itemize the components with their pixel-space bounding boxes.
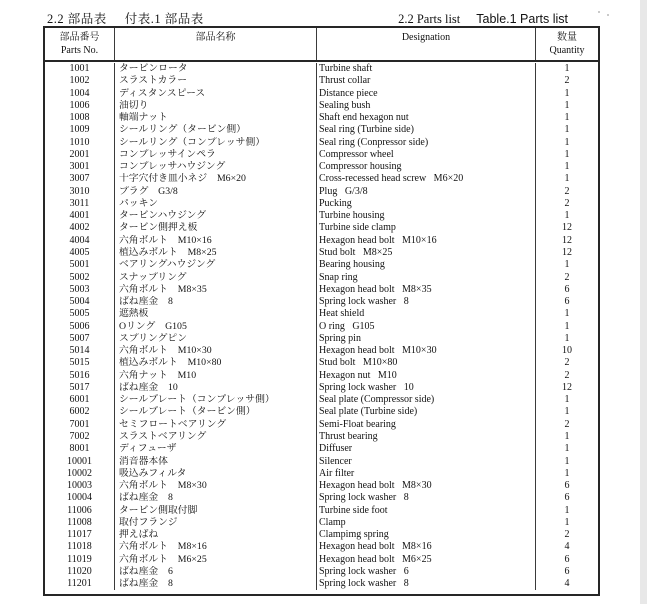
header-part-no-jp: 部品番号 <box>59 32 100 43</box>
cell-designation: Distance piece <box>317 88 536 100</box>
cell-quantity: 1 <box>564 63 570 74</box>
table-row <box>45 259 598 271</box>
table-row <box>45 578 598 590</box>
table-row <box>45 112 598 124</box>
cell-quantity: 1 <box>564 504 570 516</box>
table-row <box>45 566 598 578</box>
table-row <box>45 492 598 504</box>
cell-quantity: 1 <box>564 394 570 406</box>
cell-name-jp: ばね座金 10 <box>115 382 317 394</box>
cell-name-jp: 押えばね <box>115 529 317 541</box>
cell-part-no: 3010 <box>45 186 115 198</box>
table-row <box>45 222 598 234</box>
cell-name-jp: スプリングピン <box>115 333 317 345</box>
cell-part-no: 5002 <box>45 272 115 284</box>
cell-quantity: 4 <box>564 578 570 590</box>
cell-designation: Clampimg spring <box>317 529 536 541</box>
cell-quantity: 1 <box>564 430 570 442</box>
cell-designation: Shaft end hexagon nut <box>317 112 536 124</box>
cell-part-no: 3001 <box>45 161 115 173</box>
cell-designation: Plug G/3/8 <box>317 186 536 198</box>
cell-part-no: 11020 <box>45 566 115 578</box>
header-name-jp: 部品名称 <box>115 28 317 60</box>
cell-designation: Air filter <box>317 468 536 480</box>
cell-name-jp: 六角ボルト M8×16 <box>115 541 317 553</box>
cell-designation: Stud bolt M8×25 <box>317 247 536 259</box>
cell-quantity: 12 <box>562 381 572 393</box>
header-part-no <box>45 28 115 60</box>
cell-quantity: 1 <box>564 332 570 344</box>
table-row <box>45 272 598 284</box>
header-quantity-en: Quantity <box>549 45 585 56</box>
cell-quantity: 2 <box>564 418 570 430</box>
cell-quantity: 2 <box>564 271 570 283</box>
table-row <box>45 149 598 161</box>
cell-part-no: 5017 <box>45 382 115 394</box>
cell-part-no: 7001 <box>45 419 115 431</box>
table-row <box>45 480 598 492</box>
cell-name-jp: タービン側取付脚 <box>115 505 317 517</box>
cell-name-jp: 取付フランジ <box>115 517 317 529</box>
cell-designation: Spring lock washer 10 <box>317 382 536 394</box>
cell-quantity: 4 <box>564 541 570 553</box>
table-row <box>45 296 598 308</box>
cell-part-no: 5007 <box>45 333 115 345</box>
cell-quantity: 1 <box>564 210 570 222</box>
page-title-japanese <box>47 9 204 27</box>
cell-designation: Pucking <box>317 198 536 210</box>
table-row <box>45 247 598 259</box>
cell-part-no: 5004 <box>45 296 115 308</box>
cell-name-jp: 植込みボルト M10×80 <box>115 357 317 369</box>
cell-name-jp: シールリング（コンプレッサ側） <box>115 137 317 149</box>
cell-name-jp: スナップリング <box>115 272 317 284</box>
scan-dust-speck <box>598 11 600 13</box>
cell-designation: Spring lock washer 8 <box>317 296 536 308</box>
cell-designation: Turbine shaft <box>317 63 536 75</box>
cell-name-jp: 消音器本体 <box>115 456 317 468</box>
cell-name-jp: プラグ G3/8 <box>115 186 317 198</box>
cell-quantity: 10 <box>562 345 572 357</box>
cell-name-jp: スラストカラー <box>115 75 317 87</box>
cell-name-jp: スラストベアリング <box>115 431 317 443</box>
cell-quantity: 6 <box>564 553 570 565</box>
cell-part-no: 1008 <box>45 112 115 124</box>
table-row <box>45 100 598 112</box>
table-row <box>45 161 598 173</box>
cell-quantity: 2 <box>564 185 570 197</box>
cell-designation: Hexagon head bolt M8×16 <box>317 541 536 553</box>
cell-part-no: 1001 <box>45 63 115 75</box>
header-designation: Designation <box>317 28 536 60</box>
cell-part-no: 1009 <box>45 124 115 136</box>
cell-name-jp: 植込みボルト M8×25 <box>115 247 317 259</box>
table-row <box>45 210 598 222</box>
cell-part-no: 8001 <box>45 443 115 455</box>
cell-designation: Hexagon head bolt M8×30 <box>317 480 536 492</box>
title-en-table-ref: Table.1 Parts list <box>476 12 568 26</box>
cell-part-no: 11006 <box>45 505 115 517</box>
cell-part-no: 7002 <box>45 431 115 443</box>
table-row <box>45 419 598 431</box>
cell-part-no: 3011 <box>45 198 115 210</box>
table-row <box>45 333 598 345</box>
table-row <box>45 370 598 382</box>
table-row <box>45 63 598 75</box>
cell-part-no: 1002 <box>45 75 115 87</box>
cell-name-jp: ばね座金 8 <box>115 578 317 590</box>
cell-designation: Hexagon head bolt M8×35 <box>317 284 536 296</box>
table-row <box>45 75 598 87</box>
cell-name-jp: セミフロートベアリング <box>115 419 317 431</box>
cell-quantity: 2 <box>564 357 570 369</box>
cell-quantity: 1 <box>564 124 570 136</box>
parts-table-body <box>45 62 598 594</box>
cell-designation: Compressor housing <box>317 161 536 173</box>
table-row <box>45 235 598 247</box>
cell-name-jp: タービンロータ <box>115 63 317 75</box>
table-row <box>45 394 598 406</box>
cell-part-no: 1004 <box>45 88 115 100</box>
cell-quantity: 1 <box>564 320 570 332</box>
cell-quantity: 12 <box>562 222 572 234</box>
title-jp-table-ref: 付表.1 部品表 <box>124 12 204 26</box>
scan-edge-strip <box>640 0 647 604</box>
cell-name-jp: 六角ボルト M8×35 <box>115 284 317 296</box>
table-row <box>45 382 598 394</box>
table-row <box>45 554 598 566</box>
header-part-no-en: Parts No. <box>60 45 99 56</box>
cell-part-no: 5003 <box>45 284 115 296</box>
cell-quantity: 2 <box>564 75 570 87</box>
table-row <box>45 88 598 100</box>
cell-part-no: 5015 <box>45 357 115 369</box>
cell-designation: Thrust bearing <box>317 431 536 443</box>
cell-designation: Silencer <box>317 456 536 468</box>
cell-designation: Semi-Float bearing <box>317 419 536 431</box>
cell-designation: Hexagon nut M10 <box>317 370 536 382</box>
cell-part-no: 6002 <box>45 406 115 418</box>
table-row <box>45 443 598 455</box>
cell-part-no: 11008 <box>45 517 115 529</box>
cell-designation: Turbine housing <box>317 210 536 222</box>
cell-designation: Stud bolt M10×80 <box>317 357 536 369</box>
scan-dust-speck <box>607 14 609 16</box>
cell-quantity: 1 <box>564 148 570 160</box>
cell-designation: Hexagon head bolt M6×25 <box>317 554 536 566</box>
cell-designation: Thrust collar <box>317 75 536 87</box>
cell-designation: Snap ring <box>317 272 536 284</box>
table-row <box>45 308 598 320</box>
cell-designation: Spring lock washer 6 <box>317 566 536 578</box>
cell-designation: Bearing housing <box>317 259 536 271</box>
cell-part-no: 5005 <box>45 308 115 320</box>
cell-part-no: 3007 <box>45 173 115 185</box>
cell-quantity: 6 <box>564 492 570 504</box>
table-row <box>45 541 598 553</box>
cell-name-jp: タービン側押え板 <box>115 222 317 234</box>
cell-quantity: 1 <box>564 87 570 99</box>
cell-name-jp: 六角ボルト M10×30 <box>115 345 317 357</box>
cell-name-jp: 六角ボルト M8×30 <box>115 480 317 492</box>
cell-name-jp: パッキン <box>115 198 317 210</box>
cell-designation: Cross-recessed head screw M6×20 <box>317 173 536 185</box>
cell-name-jp: 六角ボルト M10×16 <box>115 235 317 247</box>
cell-designation: Spring lock washer 8 <box>317 492 536 504</box>
table-row <box>45 468 598 480</box>
cell-part-no: 2001 <box>45 149 115 161</box>
cell-part-no: 11018 <box>45 541 115 553</box>
cell-part-no: 5014 <box>45 345 115 357</box>
cell-designation: Spring lock washer 8 <box>317 578 536 590</box>
cell-quantity: 1 <box>564 467 570 479</box>
cell-quantity: 2 <box>564 369 570 381</box>
cell-quantity: 1 <box>564 161 570 173</box>
table-row <box>45 517 598 529</box>
cell-quantity: 1 <box>564 112 570 124</box>
table-row <box>45 198 598 210</box>
cell-part-no: 5001 <box>45 259 115 271</box>
cell-name-jp: 十字穴付き皿小ネジ M6×20 <box>115 173 317 185</box>
cell-part-no: 1010 <box>45 137 115 149</box>
cell-part-no: 1006 <box>45 100 115 112</box>
cell-part-no: 10002 <box>45 468 115 480</box>
cell-designation: Spring pin <box>317 333 536 345</box>
cell-designation: Seal plate (Turbine side) <box>317 406 536 418</box>
cell-quantity: 1 <box>564 99 570 111</box>
cell-designation: Turbine side clamp <box>317 222 536 234</box>
cell-name-jp: シールプレート（タービン側） <box>115 406 317 418</box>
cell-part-no: 5016 <box>45 370 115 382</box>
cell-name-jp: コンプレッサインペラ <box>115 149 317 161</box>
cell-name-jp: 六角ボルト M6×25 <box>115 554 317 566</box>
cell-part-no: 4001 <box>45 210 115 222</box>
cell-part-no: 4004 <box>45 235 115 247</box>
cell-part-no: 4005 <box>45 247 115 259</box>
table-row <box>45 406 598 418</box>
cell-quantity: 6 <box>564 565 570 577</box>
cell-quantity: 1 <box>564 136 570 148</box>
cell-quantity: 6 <box>564 283 570 295</box>
cell-designation: Seal plate (Compressor side) <box>317 394 536 406</box>
cell-part-no: 6001 <box>45 394 115 406</box>
table-row <box>45 124 598 136</box>
cell-name-jp: ディフューザ <box>115 443 317 455</box>
table-row <box>45 357 598 369</box>
parts-table-header <box>45 28 598 62</box>
cell-part-no: 11017 <box>45 529 115 541</box>
table-row <box>45 173 598 185</box>
cell-designation: Compressor wheel <box>317 149 536 161</box>
cell-quantity: 6 <box>564 296 570 308</box>
cell-quantity: 6 <box>564 480 570 492</box>
cell-quantity: 1 <box>564 173 570 185</box>
cell-quantity: 12 <box>562 234 572 246</box>
cell-designation: Hexagon head bolt M10×30 <box>317 345 536 357</box>
table-row <box>45 529 598 541</box>
cell-part-no: 5006 <box>45 321 115 333</box>
cell-name-jp: 六角ナット M10 <box>115 370 317 382</box>
cell-name-jp: 軸端ナット <box>115 112 317 124</box>
cell-name-jp: 吸込みフィルタ <box>115 468 317 480</box>
cell-quantity: 2 <box>564 197 570 209</box>
title-en-section: 2.2 Parts list <box>398 12 461 26</box>
header-quantity <box>536 28 598 60</box>
cell-part-no: 10001 <box>45 456 115 468</box>
cell-designation: Diffuser <box>317 443 536 455</box>
cell-part-no: 10003 <box>45 480 115 492</box>
cell-quantity: 2 <box>564 529 570 541</box>
cell-name-jp: シールリング（タービン側） <box>115 124 317 136</box>
cell-quantity: 1 <box>564 455 570 467</box>
cell-name-jp: シールプレート（コンプレッサ側） <box>115 394 317 406</box>
cell-designation: Seal ring (Conpressor side) <box>317 137 536 149</box>
cell-quantity: 1 <box>564 406 570 418</box>
header-quantity-jp: 数量 <box>557 32 577 43</box>
cell-part-no: 11019 <box>45 554 115 566</box>
cell-name-jp: ばね座金 8 <box>115 296 317 308</box>
cell-part-no: 10004 <box>45 492 115 504</box>
cell-quantity: 1 <box>564 516 570 528</box>
cell-part-no: 4002 <box>45 222 115 234</box>
table-row <box>45 345 598 357</box>
cell-designation: Turbine side foot <box>317 505 536 517</box>
cell-name-jp: ディスタンスピース <box>115 88 317 100</box>
cell-quantity: 1 <box>564 443 570 455</box>
table-row <box>45 431 598 443</box>
cell-name-jp: 遮熱板 <box>115 308 317 320</box>
table-row <box>45 456 598 468</box>
cell-designation: Hexagon head bolt M10×16 <box>317 235 536 247</box>
cell-quantity: 1 <box>564 308 570 320</box>
cell-quantity: 12 <box>562 246 572 258</box>
cell-name-jp: ベアリングハウジング <box>115 259 317 271</box>
table-row <box>45 137 598 149</box>
title-jp-section: 2.2 部品表 <box>47 12 107 26</box>
table-row <box>45 321 598 333</box>
cell-name-jp: ばね座金 6 <box>115 566 317 578</box>
cell-part-no: 11201 <box>45 578 115 590</box>
cell-name-jp: Oリング G105 <box>115 321 317 333</box>
cell-quantity: 1 <box>564 259 570 271</box>
cell-designation: Sealing bush <box>317 100 536 112</box>
cell-designation: O ring G105 <box>317 321 536 333</box>
cell-name-jp: 油切り <box>115 100 317 112</box>
cell-name-jp: ばね座金 8 <box>115 492 317 504</box>
cell-name-jp: コンプレッサハウジング <box>115 161 317 173</box>
table-row <box>45 186 598 198</box>
parts-table <box>43 26 600 596</box>
cell-designation: Heat shield <box>317 308 536 320</box>
table-row <box>45 284 598 296</box>
cell-designation: Clamp <box>317 517 536 529</box>
cell-designation: Seal ring (Turbine side) <box>317 124 536 136</box>
cell-name-jp: タービンハウジング <box>115 210 317 222</box>
table-row <box>45 505 598 517</box>
